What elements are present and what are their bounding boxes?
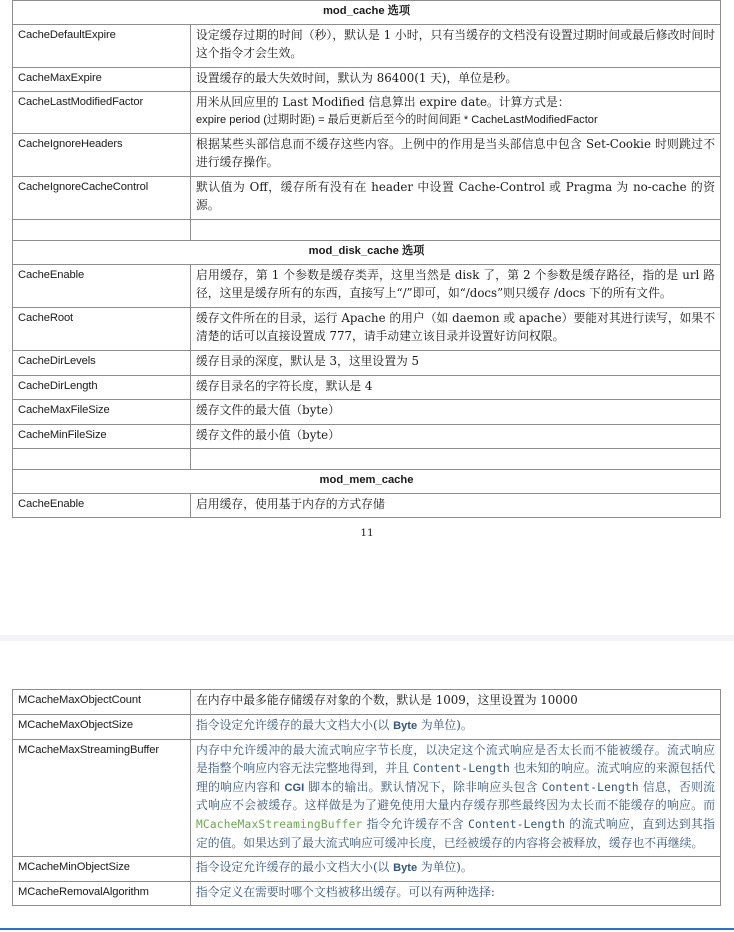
- directive-name-cell: CacheDirLength: [13, 375, 191, 400]
- table-row-empty: [13, 449, 721, 470]
- directive-description-cell: [191, 176, 721, 219]
- directive-description-cell: [191, 307, 721, 350]
- table-row: [13, 715, 721, 740]
- empty-value-cell: [191, 219, 721, 240]
- directive-name-cell: CacheIgnoreHeaders: [13, 133, 191, 176]
- table-row-empty: [13, 219, 721, 240]
- directive-name-cell: MCacheMaxStreamingBuffer: [13, 739, 191, 857]
- mem-cache-directives-table-block: [0, 689, 734, 906]
- description-text-part-b: 为单位)。: [417, 718, 473, 733]
- directive-name-cell: CacheMinFileSize: [13, 424, 191, 449]
- table-section-header-row: [13, 470, 721, 494]
- table-row: [13, 264, 721, 307]
- description-text: 根据某些头部信息而不缓存这些内容。上例中的作用是当头部信息中包含 Set-Cookie 时则跳过不进行缓存操作。: [196, 136, 716, 170]
- description-segment-9: 指令允许缓存不含: [362, 817, 469, 832]
- directive-description-cell: [191, 715, 721, 740]
- directive-description-cell: [191, 375, 721, 400]
- directive-description-cell: [191, 400, 721, 425]
- table-row: [13, 400, 721, 425]
- description-line-1: 用米从回应里的 Last Modified 信息算出 expire date。计算方式是：: [196, 95, 570, 110]
- directive-description-cell: [191, 857, 721, 882]
- directive-name-cell: CacheLastModifiedFactor: [13, 92, 191, 133]
- directive-description-cell: [191, 264, 721, 307]
- description-text: 缓存目录的深度，默认是 3，这里设置为 5: [196, 353, 420, 368]
- table-row: [13, 881, 721, 906]
- table-row: [13, 307, 721, 350]
- table-row: [13, 739, 721, 857]
- description-text-part-b: 为单位)。: [417, 860, 473, 875]
- description-segment-11: 的流式响应，直到达到其指定的值。如果达到了最大流式响应可缓冲长度，已经被缓存的内容将会被释放，缓存也不再继续。: [196, 817, 715, 850]
- directive-description-cell: [191, 67, 721, 92]
- table-row: [13, 24, 721, 67]
- page-number: 11: [360, 527, 374, 540]
- table-row: [13, 92, 721, 133]
- directive-description-cell: [191, 739, 721, 857]
- directive-name-cell: CacheMaxExpire: [13, 67, 191, 92]
- table-row: [13, 424, 721, 449]
- directive-name-cell: CacheRoot: [13, 307, 191, 350]
- description-text: 指令定义在需要时哪个文档被移出缓存。可以有两种选择:: [196, 884, 495, 899]
- mcache-max-streaming-buffer-code: MCacheMaxStreamingBuffer: [196, 818, 363, 832]
- bottom-accent-rule: [0, 928, 734, 930]
- directive-name-cell: CacheIgnoreCacheControl: [13, 176, 191, 219]
- content-length-code-2: Content-Length: [541, 780, 639, 794]
- description-text: 在内存中最多能存储缓存对象的个数，默认是 1009，这里设置为 10000: [196, 693, 578, 708]
- description-text: 默认值为 Off，缓存所有没有在 header 中设置 Cache-Control 或 Pragma 为 no-cache 的资源。: [196, 179, 716, 213]
- directive-description-cell: [191, 350, 721, 375]
- mod-disk-cache-section-title: mod_disk_cache 选项: [13, 240, 721, 264]
- description-segment-7: 信息，否则流式响应不会被缓存。这样做是为了避免使用大量内存缓存那些最终因为太长而不能缓存的响应。而: [196, 779, 715, 813]
- page-top-margin: [0, 641, 734, 689]
- table-row: [13, 857, 721, 882]
- description-text: 启用缓存，第 1 个参数是缓存类弄，这里当然是 disk 了，第 2 个参数是缓存路径，指的是 url 路径，这里是缓存所有的东西，直接写上“/”即可，如“/docs”则只缓存 /docs 下的所有文件。: [196, 267, 716, 301]
- directive-description-cell: [191, 92, 721, 133]
- directive-description-cell: [191, 690, 721, 715]
- directive-description-cell: [191, 424, 721, 449]
- mod-cache-section-title: mod_cache 选项: [13, 1, 721, 25]
- description-segment-3: 也未知的响应。流式响应的来源包括代理的响应内容和: [196, 761, 715, 794]
- directive-name-cell: CacheMaxFileSize: [13, 400, 191, 425]
- description-segment-5: 脚本的输出。默认情况下，除非响应头包含: [304, 779, 542, 794]
- description-text: 启用缓存，使用基于内存的方式存储: [196, 496, 385, 511]
- description-text: 设置缓存的最大失效时间，默认为 86400(1 天)，单位是秒。: [196, 70, 518, 85]
- directive-description-cell: [191, 24, 721, 67]
- description-text: 设定缓存过期的时间（秒），默认是 1 小时，只有当缓存的文档没有设置过期时间或最后修改时间时这个指令才会生效。: [196, 27, 716, 61]
- directive-description-cell: [191, 133, 721, 176]
- directive-name-cell: MCacheMinObjectSize: [13, 857, 191, 882]
- directive-name-cell: CacheDefaultExpire: [13, 24, 191, 67]
- cgi-code: CGI: [284, 781, 305, 794]
- description-text-part-a: 指令设定允许缓存的最大文档大小(以: [196, 718, 394, 733]
- mem-cache-directives-table: [12, 689, 721, 906]
- mod-cache-table: [12, 0, 721, 518]
- table-section-header-row: [13, 240, 721, 264]
- table-row: [13, 176, 721, 219]
- table-row: [13, 493, 721, 518]
- table-row: [13, 375, 721, 400]
- directive-name-cell: MCacheRemovalAlgorithm: [13, 881, 191, 906]
- description-text: 缓存目录名的字符长度，默认是 4: [196, 378, 373, 393]
- description-segment-1: 内存中允许缓冲的最大流式响应字节长度，以决定这个流式响应是否太长而不能被缓存。流式响应是指整个响应内容无法完整地得到，并且: [196, 742, 715, 776]
- description-text: 缓存文件所在的目录，运行 Apache 的用户（如 daemon 或 apache）要能对其进行读写，如果不清楚的话可以直接设置成 777，请手动建立该目录并设置好访问权限。: [196, 310, 716, 344]
- directive-name-cell: CacheEnable: [13, 264, 191, 307]
- table-row: [13, 133, 721, 176]
- directive-name-cell: MCacheMaxObjectCount: [13, 690, 191, 715]
- directive-description-cell: [191, 881, 721, 906]
- byte-unit-code: Byte: [393, 862, 418, 875]
- description-text: 缓存文件的最大值（byte）: [196, 403, 340, 418]
- table-row: [13, 67, 721, 92]
- description-text-part-a: 指令设定允许缓存的最小文档大小(以: [196, 860, 394, 875]
- directive-name-cell: MCacheMaxObjectSize: [13, 715, 191, 740]
- empty-value-cell: [191, 449, 721, 470]
- directive-name-cell: CacheDirLevels: [13, 350, 191, 375]
- table-row: [13, 350, 721, 375]
- description-text: 缓存文件的最小值（byte）: [196, 427, 340, 442]
- mod-mem-cache-section-title: mod_mem_cache: [13, 470, 721, 494]
- content-length-code-3: Content-Length: [468, 818, 566, 832]
- content-length-code-1: Content-Length: [412, 762, 510, 776]
- byte-unit-code: Byte: [393, 720, 418, 733]
- empty-key-cell: [13, 219, 191, 240]
- directive-description-cell: [191, 493, 721, 518]
- empty-key-cell: [13, 449, 191, 470]
- document-page-two: [0, 689, 734, 906]
- directive-name-cell: CacheEnable: [13, 493, 191, 518]
- description-line-2: expire period (过期时距) = 最后更新后至今的时间间距 * CacheLastModifiedFactor: [196, 113, 598, 126]
- page-bottom-margin: [0, 539, 734, 635]
- table-row: [13, 690, 721, 715]
- table-section-header-row: [13, 1, 721, 25]
